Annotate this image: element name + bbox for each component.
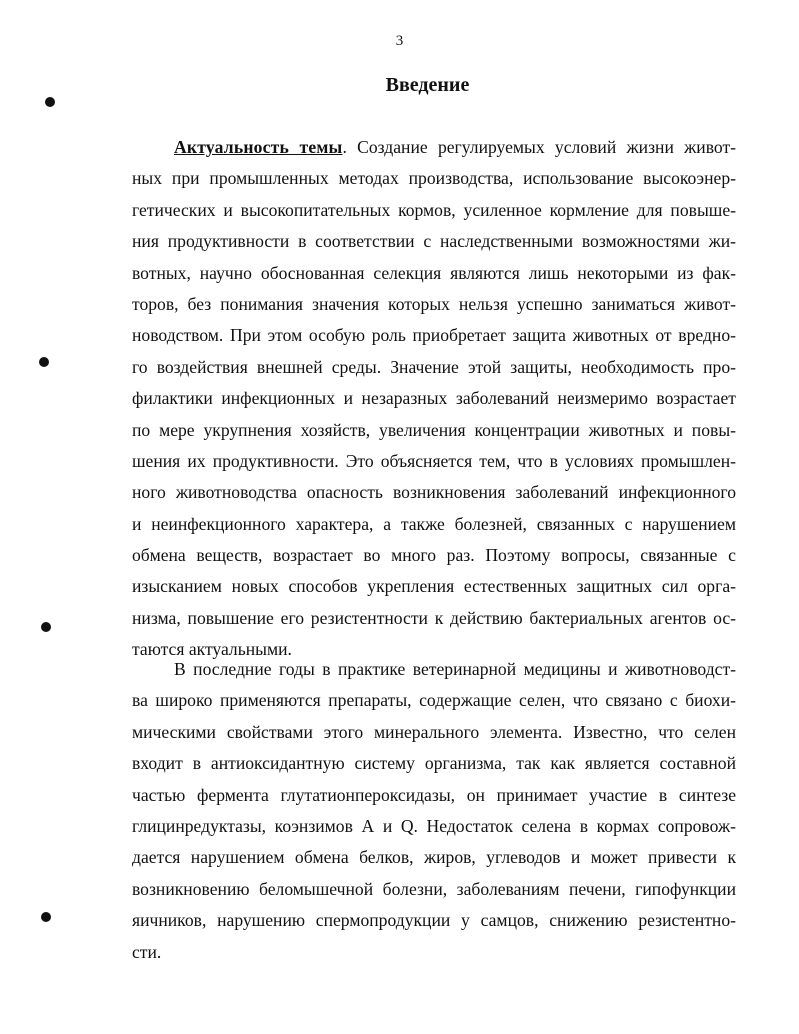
text-line: гетических и высокопитательных кормов, усиленное кормление для повыше-: [132, 199, 736, 220]
text-line: новодством. При этом особую роль приобретает защита животных от вредно-: [132, 325, 736, 346]
line-text: . Создание регулируемых условий жизни живот-: [342, 137, 736, 157]
margin-dot: [39, 357, 49, 367]
margin-dot: [45, 97, 55, 107]
text-line: изысканием новых способов укрепления естественных защитных сил орга-: [132, 576, 736, 597]
text-line: ва широко применяются препараты, содержащие селен, что связано с биохи-: [132, 690, 736, 711]
text-line: глицинредуктазы, коэнзимов А и Q. Недостаток селена в кормах сопровож-: [132, 815, 736, 836]
text-line: ного животноводства опасность возникновения заболеваний инфекционного: [132, 482, 736, 503]
text-line: сти.: [132, 941, 162, 962]
page-number: 3: [395, 33, 404, 49]
text-line: В последние годы в практике ветеринарной медицины и животноводст-: [174, 659, 736, 679]
text-line: низма, повышение его резистентности к действию бактериальных агентов ос-: [132, 607, 736, 628]
text-line: [132, 132, 736, 163]
text-line: шения их продуктивности. Это объясняется тем, что в условиях промышлен-: [132, 450, 736, 471]
paragraph-lead: Актуальность темы: [174, 137, 343, 157]
text-line: и неинфекционного характера, а также болезней, связанных с нарушением: [132, 513, 736, 534]
text-line: яичников, нарушению спермопродукции у самцов, снижению резистентно-: [132, 910, 736, 931]
margin-dot: [41, 912, 51, 922]
text-line: возникновению беломышечной болезни, заболеваниям печени, гипофункции: [132, 878, 736, 899]
text-line: торов, без понимания значения которых нельзя успешно заниматься живот-: [132, 293, 736, 314]
paragraph-relevance: [132, 132, 736, 666]
text-line: частью фермента глутатионпероксидазы, он принимает участие в синтезе: [132, 784, 736, 805]
text-line: ния продуктивности в соответствии с наследственными возможностями жи-: [132, 231, 736, 252]
paragraph-selenium: [132, 654, 736, 968]
text-line: входит в антиоксидантную систему организма, так как является составной: [132, 753, 736, 774]
text-line: по мере укрупнения хозяйств, увеличения концентрации животных и повы-: [132, 419, 736, 440]
text-line: таются актуальными.: [132, 639, 292, 660]
text-line: дается нарушением обмена белков, жиров, углеводов и может привести к: [132, 847, 736, 868]
text-line: вотных, научно обоснованная селекция являются лишь некоторыми из фак-: [132, 262, 736, 283]
text-line: ных при промышленных методах производства, использование высокоэнер-: [132, 168, 736, 189]
text-line: мическими свойствами этого минерального элемента. Известно, что селен: [132, 721, 736, 742]
text-line: филактики инфекционных и незаразных заболеваний неизмеримо возрастает: [132, 388, 736, 409]
margin-dot: [41, 622, 51, 632]
text-line: обмена веществ, возрастает во много раз. Поэтому вопросы, связанные с: [132, 545, 736, 566]
text-line: го воздействия внешней среды. Значение этой защиты, необходимость про-: [132, 356, 736, 377]
page-title: Введение: [385, 74, 470, 96]
